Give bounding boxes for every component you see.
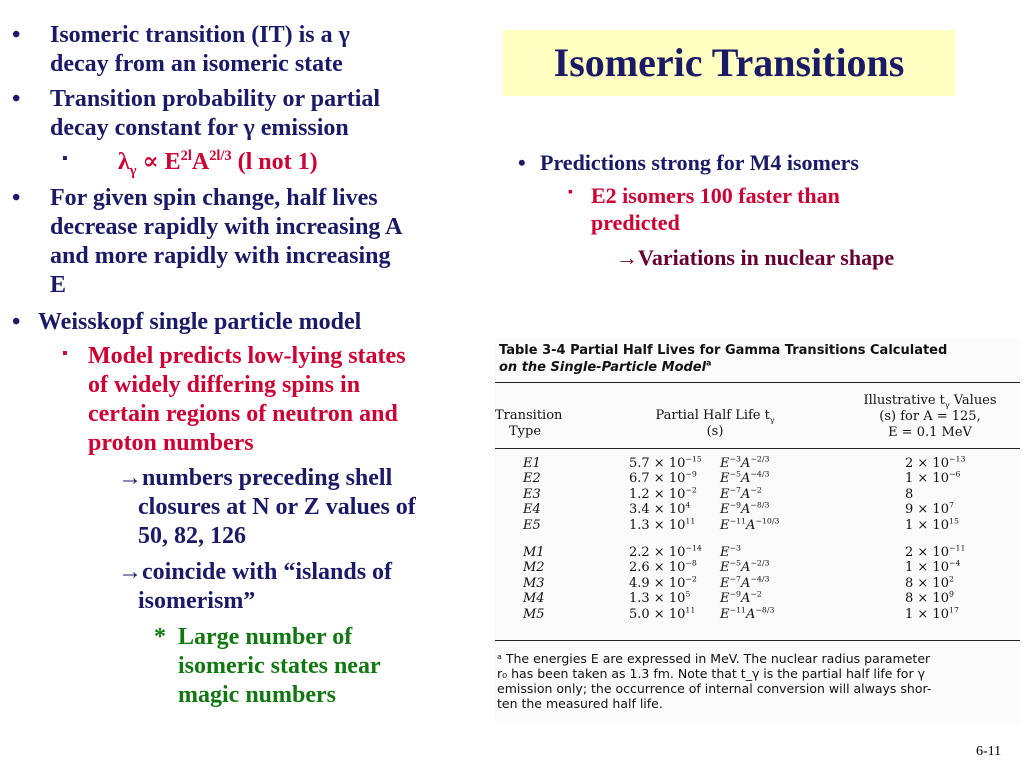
exponent: −7 <box>729 574 741 584</box>
exponent: −2 <box>750 589 762 599</box>
exponent: −3 <box>729 543 741 553</box>
transition-type: E1 <box>523 456 541 471</box>
footnote-line: r₀ has been taken as 1.3 fm. Note that t_γ is the partial half life for γ <box>497 666 925 681</box>
lambda-symbol: λ <box>118 149 130 175</box>
exponent: −11 <box>729 605 746 615</box>
exponent: −15 <box>685 454 702 464</box>
cell-transition-type <box>523 607 545 622</box>
footnote-mark: a <box>706 358 712 368</box>
formula-e: E <box>720 502 730 518</box>
text: ∝ E <box>136 149 181 175</box>
text-line: For given spin change, half lives <box>50 185 378 211</box>
caption-line: Table 3-4 Partial Half Lives for Gamma Transitions Calculated <box>499 343 948 358</box>
coefficient: 1.3 × 10 <box>629 517 686 533</box>
exponent: −14 <box>685 543 702 553</box>
exponent: −10/3 <box>755 516 780 526</box>
bullet-dot: • <box>12 22 21 48</box>
bullet-e2-isomers <box>591 182 840 236</box>
text: Variations in nuclear shape <box>638 245 895 270</box>
cell-value <box>905 487 913 502</box>
formula-e: E <box>720 486 730 502</box>
coefficient: 1.3 × 10 <box>629 591 686 607</box>
exponent: 4 <box>685 500 691 510</box>
exponent: −11 <box>948 543 966 553</box>
exponent: 17 <box>948 605 959 615</box>
exponent: −3 <box>729 454 741 464</box>
text-line: decay constant for γ emission <box>50 115 349 141</box>
exponent: 7 <box>948 500 954 510</box>
formula-a: A <box>741 486 751 502</box>
exponent: −2 <box>685 485 697 495</box>
cell-formula <box>720 518 779 533</box>
header-line: (s) <box>706 424 724 439</box>
text: numbers preceding shell <box>142 465 393 491</box>
exponent: −11 <box>729 516 746 526</box>
value: 2 × 10 <box>905 456 949 471</box>
bullet-star: * <box>154 624 166 650</box>
formula-a: A <box>745 517 756 533</box>
exponent: −7 <box>729 485 741 495</box>
header-partial-half-life <box>635 408 795 440</box>
text-line: predicted <box>591 210 680 235</box>
footnote-line: emission only; the occurrence of internal conversion will always shor- <box>497 681 932 696</box>
coefficient: 1.2 × 10 <box>629 486 686 502</box>
coefficient: 3.4 × 10 <box>629 502 686 518</box>
transition-type: M5 <box>523 606 545 622</box>
cell-transition-type <box>523 456 541 471</box>
bullet-dot: • <box>518 150 526 175</box>
exponent: −9 <box>729 500 741 510</box>
cell-coefficient <box>629 591 690 606</box>
value: 1 × 10 <box>905 517 949 533</box>
header-transition-type <box>495 408 563 440</box>
formula-lambda <box>118 148 318 177</box>
formula-e: E <box>720 545 730 560</box>
exponent: 11 <box>685 605 696 615</box>
slide-title: Isomeric Transitions <box>503 30 955 96</box>
cell-formula <box>720 576 769 591</box>
text-line: decay from an isomeric state <box>50 51 343 77</box>
text: A <box>191 149 210 175</box>
exponent: −4/3 <box>750 574 770 584</box>
cell-transition-type <box>523 576 545 591</box>
formula-a: A <box>741 591 751 607</box>
superscript: 2l <box>180 148 192 164</box>
coefficient: 4.9 × 10 <box>629 575 686 591</box>
cell-formula <box>720 471 769 486</box>
caption-line: on the Single-Particle Model <box>499 360 707 375</box>
arrow-icon: → <box>616 245 638 270</box>
formula-e: E <box>720 606 730 622</box>
exponent: −6 <box>948 470 961 480</box>
bullet-dot: • <box>12 309 21 335</box>
cell-transition-type <box>523 471 541 486</box>
text-line: magic numbers <box>178 682 336 708</box>
cell-coefficient <box>629 502 690 517</box>
text-line: 50, 82, 126 <box>138 523 246 549</box>
subscript: γ <box>769 415 775 425</box>
exponent: −8/3 <box>750 500 770 510</box>
header-line: Type <box>508 424 542 439</box>
exponent: 11 <box>685 516 696 526</box>
formula-a: A <box>741 471 751 487</box>
exponent: 9 <box>948 589 954 599</box>
cell-value <box>905 518 959 533</box>
table-rule <box>495 382 1020 383</box>
cell-transition-type <box>523 502 541 517</box>
transition-type: M2 <box>523 560 545 576</box>
coefficient: 5.7 × 10 <box>629 456 686 471</box>
cell-coefficient <box>629 607 695 622</box>
formula-a: A <box>745 606 756 622</box>
exponent: 5 <box>685 589 691 599</box>
cell-value <box>905 502 954 517</box>
cell-value <box>905 607 959 622</box>
bullet-isomeric-transition <box>50 21 350 79</box>
exponent: −9 <box>729 589 741 599</box>
bullet-half-lives <box>50 184 402 300</box>
exponent: −8/3 <box>755 605 775 615</box>
arrow-numbers-preceding <box>118 464 416 551</box>
subscript: γ <box>944 400 950 410</box>
exponent: −13 <box>948 454 966 464</box>
exponent: −2/3 <box>750 559 770 569</box>
text-line: E <box>50 272 67 298</box>
text-line: isomerism” <box>138 588 256 614</box>
transition-type: E5 <box>523 517 541 533</box>
formula-a: A <box>741 575 751 591</box>
exponent: −2 <box>750 485 762 495</box>
bullet-dot: • <box>12 185 21 211</box>
bullet-square: ▪ <box>62 345 68 362</box>
formula-e: E <box>720 575 730 591</box>
coefficient: 5.0 × 10 <box>629 606 686 622</box>
arrow-islands <box>118 558 392 616</box>
table-footnote <box>497 651 1019 711</box>
text: coincide with “islands of <box>142 559 393 585</box>
header-illustrative-values <box>840 393 1020 441</box>
text-line: E2 isomers 100 faster than <box>591 183 840 208</box>
cell-transition-type <box>523 487 541 502</box>
cell-coefficient <box>629 518 695 533</box>
coefficient: 2.2 × 10 <box>629 545 686 560</box>
bullet-predictions-m4: Predictions strong for M4 isomers <box>540 150 859 175</box>
slide-number: 6-11 <box>976 744 1002 759</box>
value: 1 × 10 <box>905 606 949 622</box>
value: 2 × 10 <box>905 545 949 560</box>
value: 8 × 10 <box>905 575 949 591</box>
header-text: Partial Half Life t <box>655 408 770 423</box>
cell-transition-type <box>523 545 545 560</box>
value: 9 × 10 <box>905 502 949 518</box>
formula-a: A <box>741 456 751 471</box>
half-life-table <box>495 338 1020 723</box>
text-line: isomeric states near <box>178 653 381 679</box>
cell-value <box>905 591 954 606</box>
bullet-square: ▪ <box>62 150 68 167</box>
cell-value <box>905 471 960 486</box>
value: 8 × 10 <box>905 591 949 607</box>
transition-type: E3 <box>523 486 541 502</box>
exponent: −8 <box>685 559 697 569</box>
bullet-square: ▪ <box>568 185 573 200</box>
text-line: Large number of <box>178 624 353 650</box>
formula-e: E <box>720 591 730 607</box>
header-line: Transition <box>495 408 563 423</box>
cell-transition-type <box>523 560 545 575</box>
exponent: 15 <box>948 516 959 526</box>
value: 1 × 10 <box>905 560 949 576</box>
transition-type: M1 <box>523 545 545 560</box>
text-line: decrease rapidly with increasing A <box>50 214 403 240</box>
transition-type: E2 <box>523 471 541 487</box>
exponent: 2 <box>948 574 954 584</box>
text-line: certain regions of neutron and <box>88 401 398 427</box>
exponent: −2/3 <box>750 454 770 464</box>
bullet-model-predicts <box>88 342 406 458</box>
bullet-dot: • <box>12 86 21 112</box>
exponent: −5 <box>729 470 741 480</box>
header-line: E = 0.1 MeV <box>888 425 972 440</box>
exponent: −4 <box>948 559 961 569</box>
table-caption <box>499 342 1019 376</box>
exponent: −4/3 <box>750 470 770 480</box>
transition-type: M3 <box>523 575 545 591</box>
bullet-weisskopf: Weisskopf single particle model <box>38 309 362 335</box>
bullet-transition-probability <box>50 85 380 143</box>
text: (l not 1) <box>231 149 318 175</box>
exponent: −9 <box>685 470 697 480</box>
table-rule <box>495 640 1020 641</box>
table-rule <box>495 448 1020 449</box>
header-line: (s) for A = 125, <box>879 409 981 424</box>
coefficient: 2.6 × 10 <box>629 560 686 576</box>
text-line: Transition probability or partial <box>50 86 381 112</box>
subscript: γ <box>129 162 137 179</box>
text-line: of widely differing spins in <box>88 372 361 398</box>
arrow-variations <box>616 244 894 271</box>
cell-transition-type <box>523 591 545 606</box>
coefficient: 6.7 × 10 <box>629 471 686 487</box>
transition-type: M4 <box>523 591 545 607</box>
formula-e: E <box>720 456 730 471</box>
star-large-number <box>178 623 381 710</box>
header-text: Illustrative t <box>863 393 945 408</box>
text-line: and more rapidly with increasing <box>50 243 391 269</box>
footnote-line: ten the measured half life. <box>497 696 663 711</box>
text-line: closures at N or Z values of <box>138 494 416 520</box>
cell-transition-type <box>523 518 541 533</box>
cell-formula <box>720 607 774 622</box>
formula-a: A <box>741 560 751 576</box>
text-line: Model predicts low-lying states <box>88 343 406 369</box>
value: 1 × 10 <box>905 471 949 487</box>
transition-type: E4 <box>523 502 541 518</box>
formula-a: A <box>741 502 751 518</box>
superscript: 2l/3 <box>209 148 232 164</box>
formula-e: E <box>720 560 730 576</box>
formula-e: E <box>720 471 730 487</box>
arrow-icon: → <box>118 559 142 585</box>
cell-value <box>905 576 954 591</box>
text-line: Isomeric transition (IT) is a γ <box>50 22 350 48</box>
footnote-line: ᵃ The energies E are expressed in MeV. The nuclear radius parameter <box>497 651 931 666</box>
exponent: −2 <box>685 574 697 584</box>
exponent: −5 <box>729 559 741 569</box>
header-text: Values <box>949 393 997 408</box>
value: 8 <box>905 486 914 502</box>
arrow-icon: → <box>118 465 142 491</box>
formula-e: E <box>720 517 730 533</box>
text-line: proton numbers <box>88 430 254 456</box>
